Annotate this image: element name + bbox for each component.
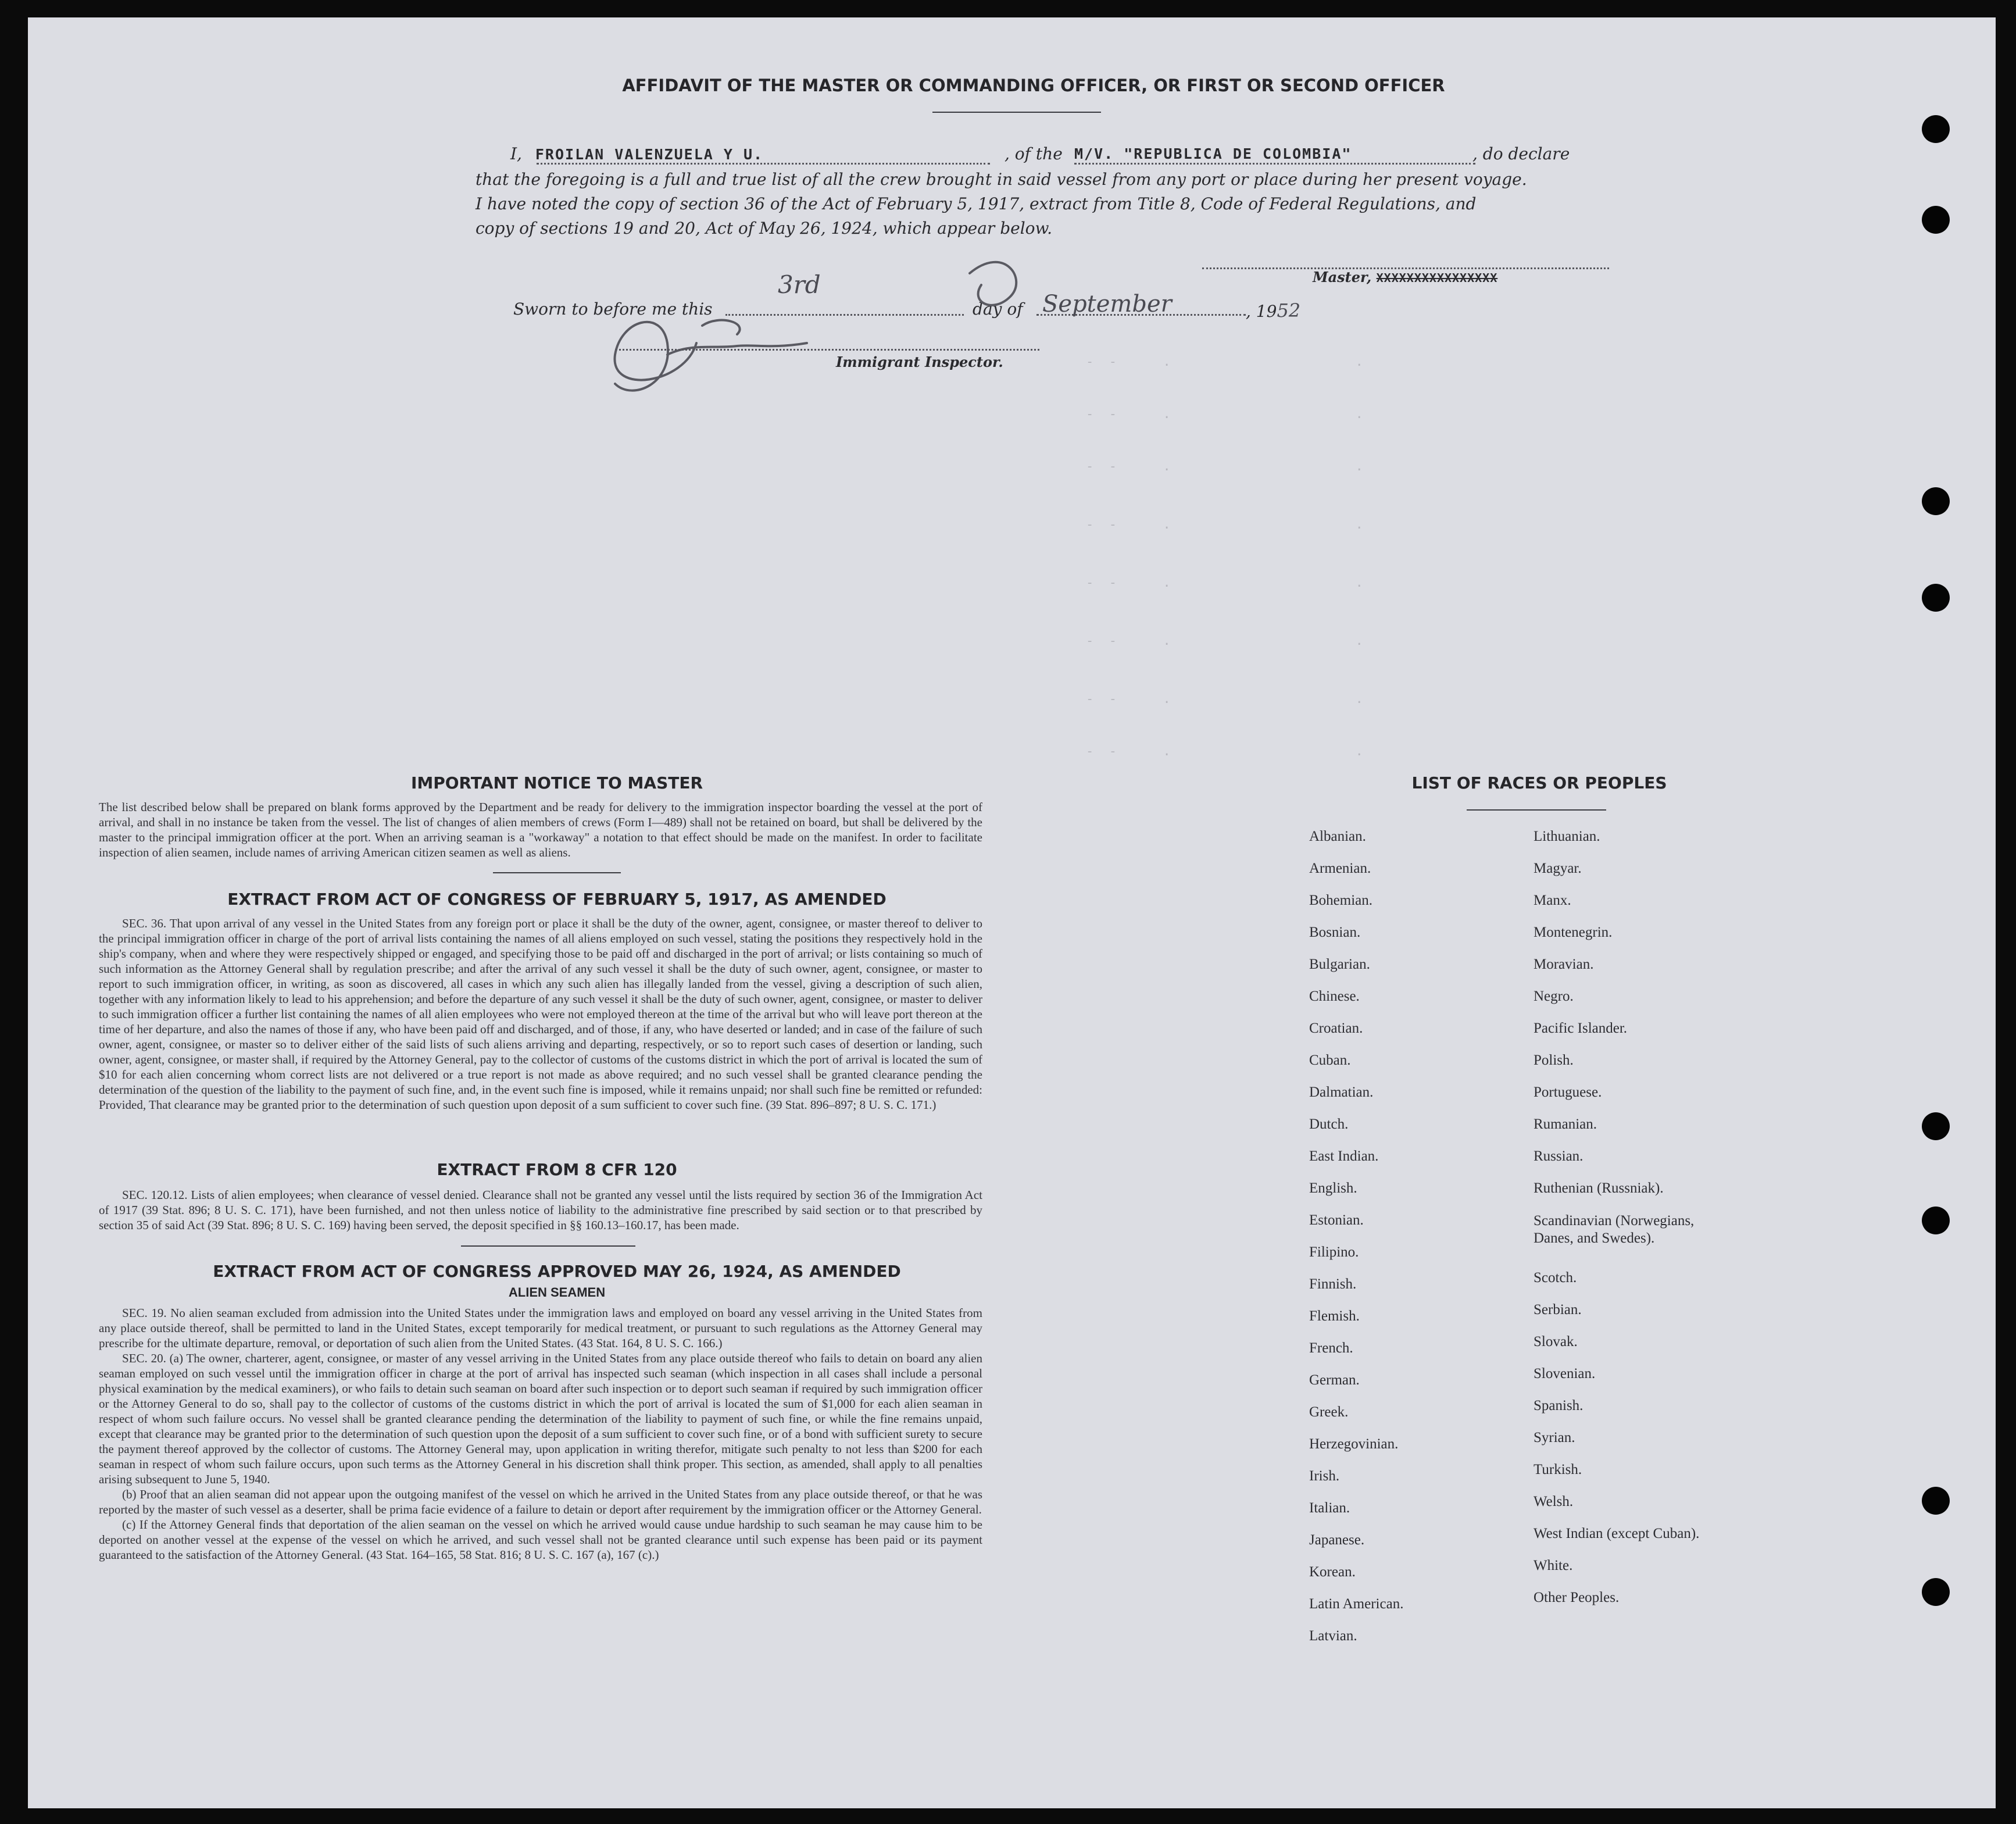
master-caption: Master,: [1313, 269, 1372, 285]
affidavit-title: AFFIDAVIT OF THE MASTER OR COMMANDING OFFICER, OR FIRST OR SECOND OFFICER: [622, 76, 1445, 95]
notice-title: IMPORTANT NOTICE TO MASTER: [410, 773, 703, 793]
race-entry: Dalmatian.: [1309, 1084, 1374, 1100]
title-underline: [932, 112, 1101, 113]
of-the-label: , of the: [1005, 144, 1063, 163]
extract-1917-title: EXTRACT FROM ACT OF CONGRESS OF FEBRUARY 5, 1917, AS AMENDED: [227, 890, 887, 909]
declaration-line-2: that the foregoing is a full and true list of all the crew brought in said vessel from any port or place during her present voyage.: [476, 170, 1527, 189]
extract-1924-title: EXTRACT FROM ACT OF CONGRESS APPROVED MAY 26, 1924, AS AMENDED: [213, 1262, 901, 1281]
handwritten-month: September: [1042, 291, 1172, 317]
race-entry: Chinese.: [1309, 988, 1360, 1004]
race-entry: Italian.: [1309, 1500, 1350, 1516]
divider: [493, 872, 621, 873]
race-entry: Moravian.: [1534, 956, 1594, 972]
race-entry: Bulgarian.: [1309, 956, 1370, 972]
i-label: I,: [510, 144, 522, 163]
race-entry: Bohemian.: [1309, 893, 1373, 908]
vessel-fill-line: [1074, 163, 1475, 165]
punch-hole: [1922, 1112, 1950, 1140]
struck-title: XXXXXXXXXXXXXXXX: [1376, 271, 1498, 285]
punch-hole: [1922, 1578, 1950, 1606]
divider: [461, 1245, 635, 1247]
race-entry: Scotch.: [1534, 1270, 1577, 1286]
bleed-through: - - . .: [1086, 355, 1363, 369]
race-entry: Korean.: [1309, 1564, 1356, 1580]
race-entry: Finnish.: [1309, 1276, 1357, 1292]
race-entry: Estonian.: [1309, 1212, 1364, 1228]
punch-hole: [1922, 487, 1950, 515]
race-entry: Rumanian.: [1534, 1116, 1597, 1132]
race-entry: Polish.: [1534, 1052, 1574, 1068]
race-entry: Lithuanian.: [1534, 829, 1600, 844]
race-entry: West Indian (except Cuban).: [1534, 1526, 1700, 1541]
races-underline: [1467, 809, 1606, 811]
race-entry: German.: [1309, 1372, 1360, 1388]
alien-seamen-subtitle: ALIEN SEAMEN: [508, 1285, 606, 1300]
race-entry: Syrian.: [1534, 1430, 1575, 1445]
document-page: [28, 17, 1996, 1808]
race-entry: Croatian.: [1309, 1020, 1363, 1036]
do-declare-label: , do declare: [1472, 144, 1570, 163]
inspector-signature-line: [615, 349, 1039, 351]
sec-19: SEC. 19. No alien seaman excluded from admission into the United States under the immigration laws and employed on board any vessel arriving in the United States from any place outside thereof, shall be permitted to land in the United States, except temporarily for medical treatment, or pursuant to such regulations as the Attorney General may prescribe for the ultimate departure, removal, or deportation of such alien from the United States. (43 Stat. 164, 8 U. S. C. 166.): [99, 1306, 982, 1350]
extract-8cfr-body: SEC. 120.12. Lists of alien employees; when clearance of vessel denied. Clearance shall not be granted any vessel until the lists required by section 36 of the Immigration Act of 1917 (39 Stat. 896; 8 U. S. C. 171), have been furnished, and not then unless notice of liability to the administrative fine prescribed by said section or to that prescribed by section 35 of said Act (39 Stat. 896; 8 U. S. C. 169) having been served, the deposit specified in §§ 160.13–160.17, has been made.: [99, 1188, 982, 1232]
handwritten-year: 52: [1277, 299, 1301, 322]
race-entry: Welsh.: [1534, 1494, 1574, 1509]
sec-20c: (c) If the Attorney General finds that deportation of the alien seaman on the vessel on which he arrived would cause undue hardship to such seaman he may cause him to be deported on another vessel at the expense of the vessel on which he arrived, and such vessel shall not be granted clearance until such expense has been paid or its payment guaranteed to the satisfaction of the Attorney General. (43 Stat. 164–165, 58 Stat. 816; 8 U. S. C. 167 (a), 167 (c).): [99, 1518, 982, 1562]
race-entry: Cuban.: [1309, 1052, 1351, 1068]
declaration-line-3: I have noted the copy of section 36 of the Act of February 5, 1917, extract from Title 8, Code of Federal Regulations, and: [476, 194, 1477, 213]
master-name: FROILAN VALENZUELA Y U.: [535, 146, 764, 163]
bleed-through: - - . .: [1086, 459, 1363, 474]
race-entry: White.: [1534, 1558, 1573, 1573]
name-fill-line: [537, 163, 990, 165]
race-entry: Flemish.: [1309, 1308, 1360, 1324]
race-entry: Japanese.: [1309, 1532, 1365, 1548]
bleed-through: - - . .: [1086, 692, 1363, 706]
race-entry: Negro.: [1534, 988, 1574, 1004]
sec-20a: SEC. 20. (a) The owner, charterer, agent, consignee, or master of any vessel arriving in the United States from any place outside thereof who fails to detain on board any alien seaman employed on such vessel until the immigration officer in charge at the port of arrival has inspected such seaman (which inspection in all cases shall include a personal physical examination by the medical examiners), or who fails to detain such seaman on board after such inspection or to deport such seaman if required by such immigration officer or the Attorney General to do so, shall pay to the collector of customs of the customs district in which the port of arrival is located the sum of $1,000 for each alien seaman in respect of whom such failure occurs. No vessel shall be granted clearance pending the determination of the liability to payment of such fine, or while the fine remains unpaid, except that clearance may be granted prior to the determination of such question upon the deposit of a sum sufficient to cover such fine, or of a bond with sufficient surety to secure the payment thereof approved by the collector of customs. The Attorney General may, upon application in writing therefor, mitigate such penalty to not less than $200 for each seaman in respect of whom such failure occurs, upon such terms as the Attorney General in his discretion shall think proper. This section, as amended, shall apply to all penalties arising subsequent to June 5, 1940.: [99, 1351, 982, 1486]
race-entry: Serbian.: [1534, 1302, 1582, 1318]
sworn-label: Sworn to before me this: [513, 299, 713, 319]
punch-hole: [1922, 206, 1950, 234]
race-entry: Latin American.: [1309, 1596, 1404, 1612]
race-entry: Slovenian.: [1534, 1366, 1596, 1382]
bleed-through: - - . .: [1086, 634, 1363, 648]
race-entry: Spanish.: [1534, 1398, 1584, 1413]
race-entry: Armenian.: [1309, 861, 1371, 876]
extract-8cfr-title: EXTRACT FROM 8 CFR 120: [437, 1160, 677, 1179]
race-entry: French.: [1309, 1340, 1353, 1356]
declaration-line-1: [510, 144, 763, 163]
punch-hole: [1922, 115, 1950, 143]
race-entry: Albanian.: [1309, 829, 1366, 844]
punch-hole: [1922, 1487, 1950, 1515]
vessel-name: M/V. "REPUBLICA DE COLOMBIA": [1074, 145, 1352, 162]
race-entry: Manx.: [1534, 893, 1571, 908]
bleed-through: - - . .: [1086, 576, 1363, 590]
race-entry: Herzegovinian.: [1309, 1436, 1399, 1452]
punch-hole: [1922, 584, 1950, 612]
race-entry: Magyar.: [1534, 861, 1582, 876]
race-entry: Slovak.: [1534, 1334, 1578, 1350]
year-prefix: , 19: [1246, 302, 1277, 321]
race-entry: East Indian.: [1309, 1148, 1379, 1164]
race-entry: Pacific Islander.: [1534, 1020, 1628, 1036]
declaration-line-4: copy of sections 19 and 20, Act of May 26, 1924, which appear below.: [476, 219, 1053, 238]
bleed-through: - - . .: [1086, 517, 1363, 532]
race-entry: Russian.: [1534, 1148, 1584, 1164]
races-title: LIST OF RACES OR PEOPLES: [1411, 773, 1667, 793]
race-entry: Portuguese.: [1534, 1084, 1602, 1100]
race-entry: Other Peoples.: [1534, 1590, 1620, 1605]
bleed-through: - - . .: [1086, 744, 1363, 759]
race-entry: Filipino.: [1309, 1244, 1359, 1260]
extract-1917-body: SEC. 36. That upon arrival of any vessel in the United States from any foreign port or place it shall be the duty of the owner, agent, consignee, or master thereof to deliver to the principal immigration officer in charge of the port of arrival lists containing the names of all aliens employed on such vessel, stating the positions they respectively hold in the ship's company, when and where they were respectively shipped or engaged, and specifying those to be paid off and discharged in the port of arrival; or lists containing so much of such information as the Attorney General shall by regulation prescribe; and after the arrival of any such vessel it shall be the duty of such owner, agent, consignee, or master to report to such immigration officer, in writing, as soon as discovered, all cases in which any such alien has illegally landed from the vessel, giving a description of such alien, together with any information likely to lead to his apprehension; and before the departure of any such vessel it shall be the duty of such owner, agent, consignee, or master to deliver to such immigration officer a further list containing the names of all alien employees who were not employed thereon at the time of the arrival but who will leave port thereon at the time of her departure, and also the names of those if any, who have been paid off and discharged, and of those, if any, who have deserted or landed; and in case of the failure of such owner, agent, consignee, or master so to deliver either of the said lists of such aliens arriving and departing, respectively, or so to report such cases of desertion or landing, such owner, agent, consignee, or master shall, if required by the Attorney General, pay to the collector of customs of the customs district in which the port of arrival is located the sum of $10 for each alien concerning whom correct lists are not delivered or a true report is not made as above required; and no such vessel shall be granted clearance pending the determination of the question of the liability to the payment of such fine, and, in the event such fine is imposed, while it remains unpaid; nor shall such fine be remitted or refunded: Provided, That clearance may be granted prior to the determination of such question upon deposit of a sum sufficient to cover such fine. (39 Stat. 896–897; 8 U. S. C. 171.): [99, 916, 982, 1112]
race-entry: Irish.: [1309, 1468, 1340, 1484]
race-entry: Montenegrin.: [1534, 925, 1613, 940]
race-entry: Ruthenian (Russniak).: [1534, 1180, 1664, 1196]
race-entry: Dutch.: [1309, 1116, 1349, 1132]
race-entry: Greek.: [1309, 1404, 1349, 1420]
race-entry: Scandinavian (Norwegians, Danes, and Swedes).: [1534, 1213, 1695, 1246]
race-entry: Latvian.: [1309, 1628, 1357, 1644]
signature-flourishes: [563, 209, 1260, 442]
extract-1924-body: [99, 1305, 982, 1562]
sec-20b: (b) Proof that an alien seaman did not appear upon the outgoing manifest of the vessel on which he arrived in the United States from any place outside thereof, or that he was reported by the master of such vessel as a deserter, shall be prima facie evidence of a failure to detain or deport after requirement by the immigration officer or the Attorney General.: [99, 1487, 982, 1516]
race-entry: Turkish.: [1534, 1462, 1582, 1477]
master-label: [1313, 269, 1497, 285]
punch-hole: [1922, 1207, 1950, 1234]
bleed-through: - - . .: [1086, 407, 1363, 422]
day-of-label: day of: [973, 299, 1023, 319]
handwritten-day: 3rd: [778, 270, 821, 299]
race-entry: Bosnian.: [1309, 925, 1361, 940]
race-entry: English.: [1309, 1180, 1357, 1196]
inspector-label: Immigrant Inspector.: [836, 354, 1003, 370]
notice-body: The list described below shall be prepared on blank forms approved by the Department and be ready for delivery to the immigration inspector boarding the vessel at the port of arrival, and shall in no instance be taken from the vessel. The list of changes of alien members of crews (Form I—489) shall not be retained on board, but shall be delivered by the master to the principal immigration officer at the port. When an arriving seaman is a "workaway" a notation to that effect should be made on the manifest. In order to facilitate inspection of alien seamen, include names of arriving American citizen seamen as well as aliens.: [99, 800, 982, 859]
